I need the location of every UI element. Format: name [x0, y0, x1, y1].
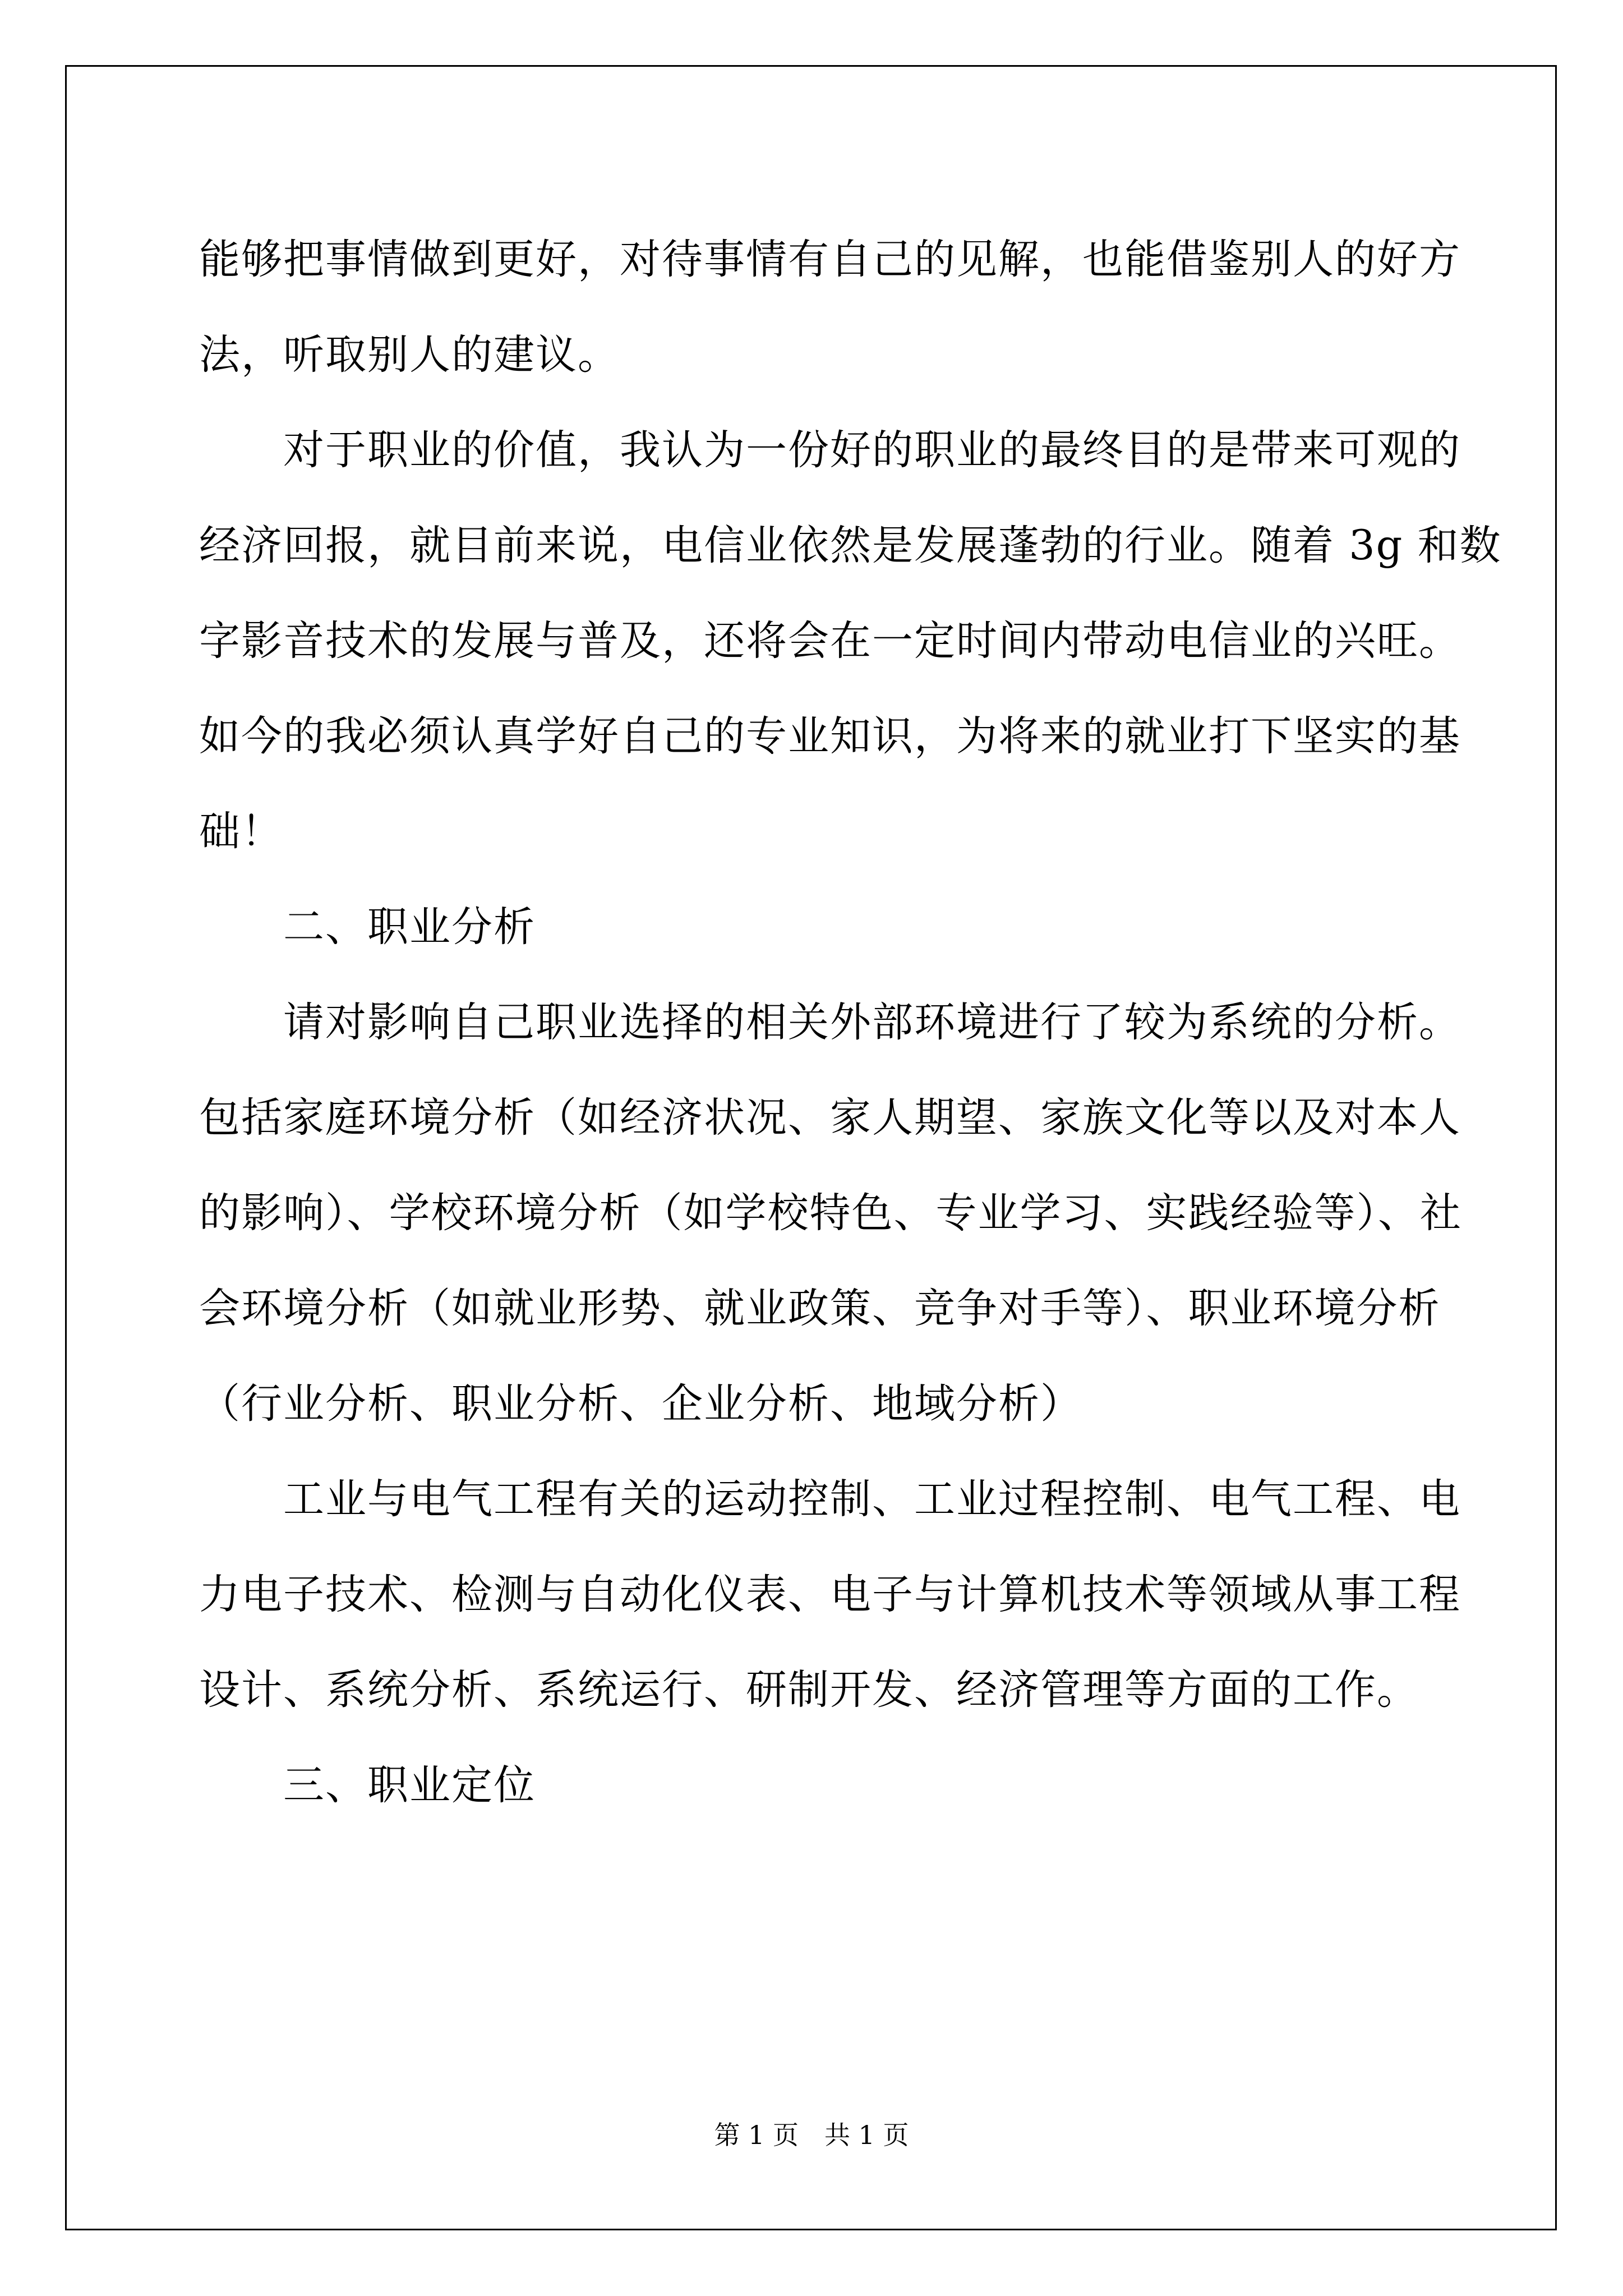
text-line: 能够把事情做到更好，对待事情有自己的见解，也能借鉴别人的好方: [199, 236, 1461, 283]
text-line: 设计、系统分析、系统运行、研制开发、经济管理等方面的工作。: [199, 1666, 1419, 1714]
paragraph-start: 请对影响自己职业选择的相关外部环境进行了较为系统的分析。: [283, 999, 1461, 1046]
section-heading: 二、职业分析: [283, 903, 536, 951]
text-line: 础！: [199, 808, 283, 855]
text-line: （行业分析、职业分析、企业分析、地域分析）: [199, 1380, 1082, 1428]
paragraph-start: 工业与电气工程有关的运动控制、工业过程控制、电气工程、电: [283, 1475, 1461, 1523]
paragraph-start: 对于职业的价值，我认为一份好的职业的最终目的是带来可观的: [283, 426, 1461, 474]
text-line: 力电子技术、检测与自动化仪表、电子与计算机技术等领域从事工程: [199, 1571, 1461, 1618]
text-line: 法，听取别人的建议。: [199, 331, 620, 379]
page-number-footer: 第 1 页 共 1 页: [714, 2120, 909, 2150]
text-line: 如今的我必须认真学好自己的专业知识，为将来的就业打下坚实的基: [199, 712, 1461, 760]
section-heading: 三、职业定位: [283, 1761, 536, 1809]
document-body: [199, 212, 1502, 1833]
text-line: 会环境分析（如就业形势、就业政策、竞争对手等）、职业环境分析: [199, 1285, 1441, 1332]
text-line: 经济回报，就目前来说，电信业依然是发展蓬勃的行业。随着 3g 和数: [199, 522, 1502, 569]
text-line: 的影响）、学校环境分析（如学校特色、专业学习、实践经验等）、社: [199, 1189, 1462, 1237]
text-line: 字影音技术的发展与普及，还将会在一定时间内带动电信业的兴旺。: [199, 617, 1461, 665]
text-line: 包括家庭环境分析（如经济状况、家人期望、家族文化等以及对本人: [199, 1094, 1461, 1142]
